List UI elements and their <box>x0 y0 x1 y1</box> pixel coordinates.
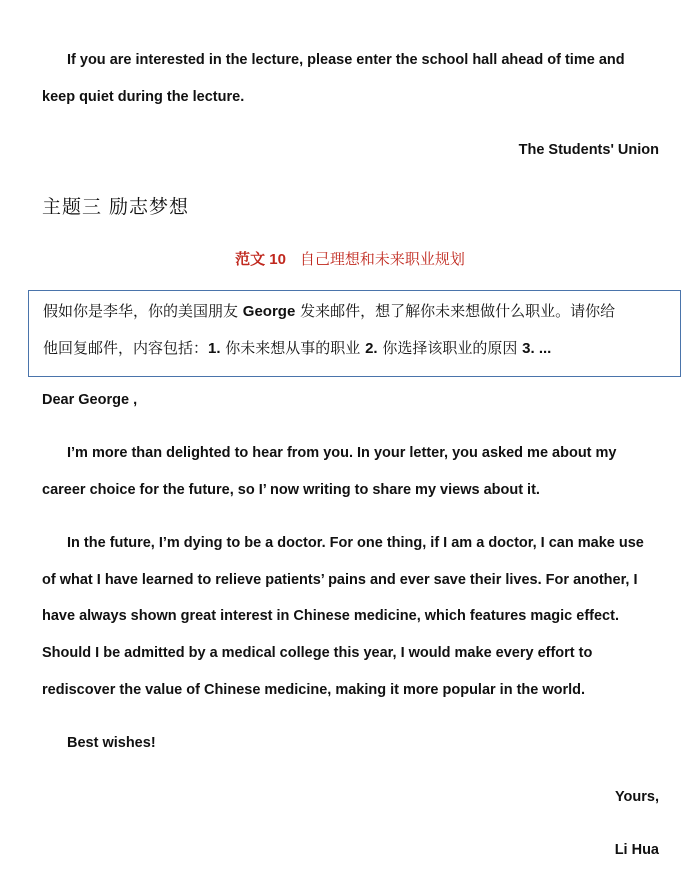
paragraph-2-line-4: Should I be admitted by a medical college this year, I would make every effort to <box>42 645 593 661</box>
task-friend-name: George <box>242 303 296 320</box>
task-point-number: 3. ... <box>522 340 552 357</box>
task-text: 他回复邮件，内容包括： <box>43 339 209 357</box>
intro-line-2: keep quiet during the lecture. <box>42 89 245 105</box>
sample-title: 自己理想和未来职业规划 <box>299 250 465 268</box>
intro-line-1: If you are interested in the lecture, please enter the school hall ahead of time and <box>67 52 625 68</box>
letter-closing: Best wishes! <box>67 735 156 751</box>
paragraph-2-line-2: of what I have learned to relieve patients’ pains and ever save their lives. For another, I <box>42 572 638 588</box>
paragraph-1-line-2: career choice for the future, so I’ now writing to share my views about it. <box>42 482 540 498</box>
task-point-number: 1. <box>208 340 221 357</box>
task-line-1 <box>43 300 615 321</box>
sample-number: 范文 10 <box>235 251 286 268</box>
task-text: 你未来想从事的职业 <box>220 339 366 357</box>
section-title: 主题三 励志梦想 <box>42 196 190 218</box>
intro-signature: The Students' Union <box>518 142 659 158</box>
letter-signoff: Yours, <box>614 789 659 805</box>
letter-greeting: Dear George , <box>42 392 138 408</box>
paragraph-2-line-1: In the future, I’m dying to be a doctor. For one thing, if I am a doctor, I can make use <box>67 535 644 551</box>
task-text: 发来邮件，想了解你未来想做什么职业。请你给 <box>295 302 616 320</box>
task-text: 假如你是李华，你的美国朋友 <box>43 302 243 320</box>
sample-heading <box>0 248 700 269</box>
task-text: 你选择该职业的原因 <box>377 339 523 357</box>
paragraph-1-line-1: I’m more than delighted to hear from you. In your letter, you asked me about my <box>67 445 617 461</box>
task-prompt-box <box>28 290 681 377</box>
paragraph-2-line-5: rediscover the value of Chinese medicine, making it more popular in the world. <box>42 682 586 698</box>
letter-signature-name: Li Hua <box>614 842 659 858</box>
task-point-number: 2. <box>365 340 378 357</box>
paragraph-2-line-3: have always shown great interest in Chinese medicine, which features magic effect. <box>42 608 619 624</box>
task-line-2 <box>43 337 551 358</box>
